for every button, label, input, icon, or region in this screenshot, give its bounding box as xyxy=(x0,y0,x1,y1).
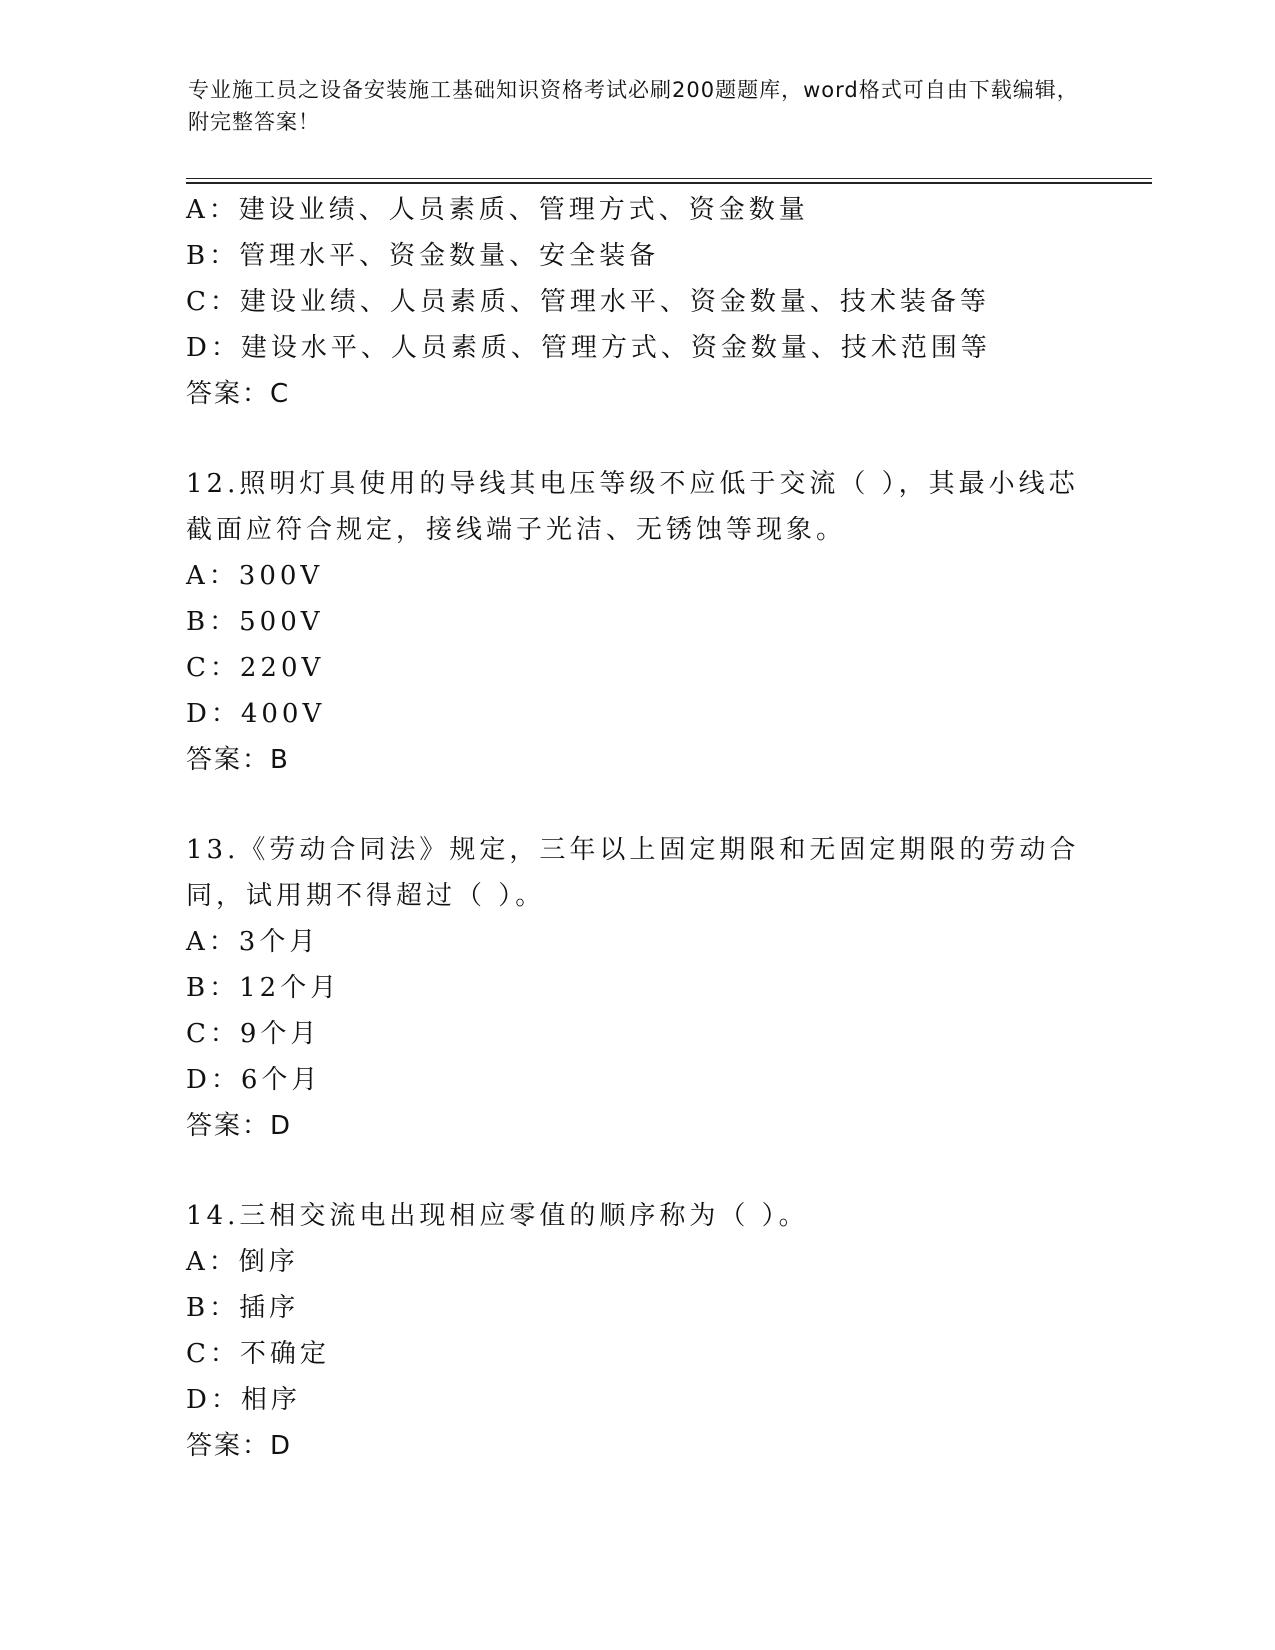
header-divider-thick xyxy=(186,182,1152,184)
option-a: A：3个月 xyxy=(186,927,320,957)
option-d: D：建设水平、人员素质、管理方式、资金数量、技术范围等 xyxy=(186,333,991,363)
option-c: C：不确定 xyxy=(186,1339,330,1369)
option-b: B：12个月 xyxy=(186,973,341,1003)
question-stem: 13.《劳动合同法》规定，三年以上固定期限和无固定期限的劳动合同，试用期不得超过（ ）。 xyxy=(186,835,1080,911)
question-block xyxy=(186,461,1086,783)
document-header: 专业施工员之设备安装施工基础知识资格考试必刷200题题库，word格式可自由下载编辑，附完整答案！ xyxy=(188,78,1079,134)
header-divider-thin xyxy=(186,178,1152,179)
option-b: B：插序 xyxy=(186,1293,300,1323)
answer-line: 答案：D xyxy=(186,1431,293,1461)
option-d: D：相序 xyxy=(186,1385,301,1415)
option-d: D：400V xyxy=(186,699,326,729)
option-d: D：6个月 xyxy=(186,1065,322,1095)
question-block xyxy=(186,1193,1086,1469)
answer-line: 答案：C xyxy=(186,379,291,409)
option-b: B：500V xyxy=(186,607,324,637)
question-list xyxy=(186,187,1086,1469)
answer-line: 答案：B xyxy=(186,745,290,775)
option-a: A：建设业绩、人员素质、管理方式、资金数量 xyxy=(186,195,809,225)
question-block xyxy=(186,827,1086,1149)
option-b: B：管理水平、资金数量、安全装备 xyxy=(186,241,660,271)
question-block xyxy=(186,187,1086,417)
option-a: A：300V xyxy=(186,561,324,591)
question-stem: 12.照明灯具使用的导线其电压等级不应低于交流（ ），其最小线芯截面应符合规定，接线端子光洁、无锈蚀等现象。 xyxy=(186,469,1079,545)
option-a: A：倒序 xyxy=(186,1247,299,1277)
answer-line: 答案：D xyxy=(186,1111,293,1141)
question-stem: 14.三相交流电出现相应零值的顺序称为（ ）。 xyxy=(186,1201,809,1231)
option-c: C：9个月 xyxy=(186,1019,321,1049)
option-c: C：220V xyxy=(186,653,325,683)
option-c: C：建设业绩、人员素质、管理水平、资金数量、技术装备等 xyxy=(186,287,990,317)
